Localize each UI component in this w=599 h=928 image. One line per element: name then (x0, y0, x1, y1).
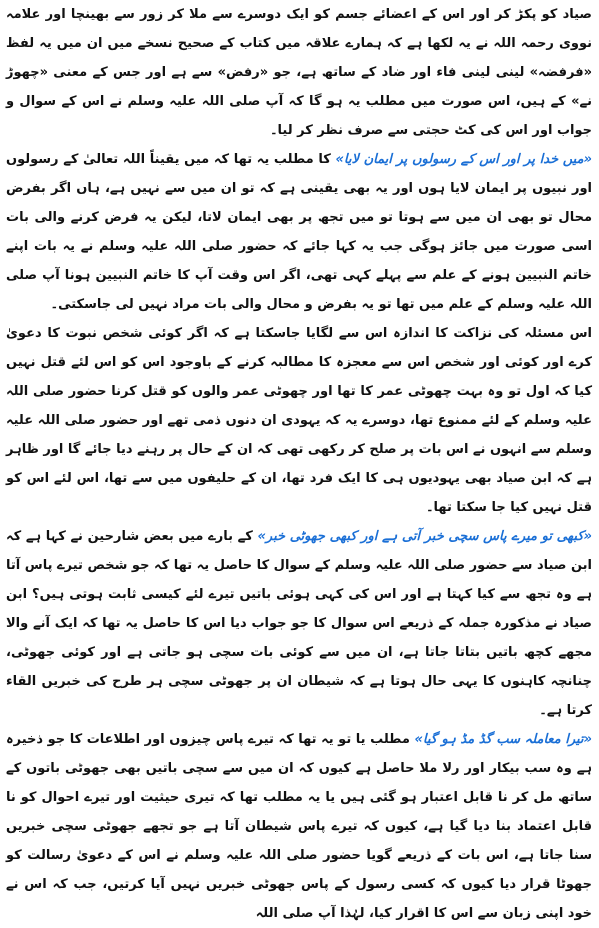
highlighted-phrase: «میں خدا پر اور اس کے رسولوں پر ایمان لایا» (335, 152, 592, 167)
paragraph-text: اس مسئلہ کی نزاکت کا اندازہ اس سے لگایا جاسکتا ہے کہ اگر کوئی شخص نبوت کا دعویٰ کرے اور کوئی اور شخص اس سے معجزہ کا مطالبہ کرنے کے باوجود اس کو اس لئے قتل نہیں کیا کہ اول تو وہ بہت چھوٹی عمر کا تھا اور چھوٹی عمر والوں کو قتل کرنا حضور صلی اللہ علیہ وسلم کے لئے ممنوع تھا، دوسرے یہ کہ یہودی ان دنوں ذمی تھے اور حضور صلی اللہ علیہ وسلم سے انہوں نے اس بات پر صلح کر رکھی تھی کہ ان کے حال پر رہنے دیا جائے گا اور ظاہر ہے کہ ابن صیاد بھی یہودیوں ہی کا ایک فرد تھا، ان کے حلیفوں میں سے تھا، اس لئے اس کو قتل نہیں کیا جا سکتا تھا۔ (6, 326, 592, 515)
paragraph-3 (6, 319, 592, 522)
highlighted-phrase: «کبھی تو میرے پاس سچی خبر آتی ہے اور کبھی جھوٹی خبر» (257, 529, 592, 544)
paragraph-text: کے بارے میں بعض شارحین نے کہا ہے کہ ابن صیاد سے حضور صلی اللہ علیہ وسلم کے سوال کا حاصل یہ تھا کہ جو شخص تیرے پاس آتا ہے وہ تجھ سے کیا کہتا ہے اور اس کی کہی ہوئی باتیں تیرے لئے کیسی ثابت ہوتی ہیں؟ ابن صیاد نے مذکورہ جملہ کے ذریعے اس سوال کا جو جواب دیا اس کا حاصل یہ تھا کہ ایک آنے والا مجھے کچھ باتیں بتاتا جاتا ہے، ان میں سے کوئی بات سچی ہو جاتی ہے اور کوئی جھوٹی، چنانچہ کاہنوں کا یہی حال ہوتا ہے کہ شیطان ان پر جھوٹی سچی ہر طرح کی خبریں القاء کرتا ہے۔ (6, 529, 592, 718)
highlighted-phrase: «تیرا معاملہ سب گڈ مڈ ہو گیا» (414, 732, 592, 747)
paragraph-text: مطلب یا تو یہ تھا کہ تیرے پاس چیزوں اور اطلاعات کا جو ذخیرہ ہے وہ سب بیکار اور رلا ملا حاصل ہے کیوں کہ ان میں سے سچی باتیں بھی جھوٹی باتوں کے ساتھ مل کر نا قابل اعتبار ہو گئی ہیں یا یہ مطلب تھا کہ تیری حیثیت اور تیرے احوال کو نا قابل اعتماد بنا دیا گیا ہے، کیوں کہ تیرے پاس شیطان آتا ہے جو تجھے جھوٹی سچی خبریں سنا جاتا ہے، اس بات کے ذریعے گویا حضور صلی اللہ علیہ وسلم نے اس کے دعویٰ رسالت کو جھوٹا قرار دیا کیوں کہ کسی رسول کے پاس جھوٹی خبریں نہیں آیا کرتیں، جب کہ اس نے خود اپنی زبان سے اس کا اقرار کیا، لہٰذا آپ صلی اللہ (6, 732, 592, 921)
document-page (6, 0, 592, 921)
paragraph-text: کا مطلب یہ تھا کہ میں یقیناً اللہ تعالیٰ کے رسولوں اور نبیوں پر ایمان لایا ہوں اور یہ بھی یقینی ہے کہ تو ان میں سے نہیں ہے، ہاں اگر بفرض محال تو بھی ان میں سے ہوتا تو میں تجھ پر بھی ایمان لاتا، لیکن یہ فرض کرنے والی بات اسی صورت میں جائز ہوگی جب یہ کہا جائے کہ حضور صلی اللہ علیہ وسلم نے یہ بات اپنے خاتم النبیین ہونے کے علم سے پہلے کہی تھی، اگر اس وقت آپ کا خاتم النبیین ہونا آپ صلی اللہ علیہ وسلم کے علم میں تھا تو یہ بفرض و محال والی بات مراد نہیں لی جاسکتی۔ (6, 152, 592, 312)
paragraph-4 (6, 522, 592, 725)
paragraph-5 (6, 725, 592, 928)
paragraph-2 (6, 145, 592, 319)
paragraph-text: صیاد کو پکڑ کر اور اس کے اعضائے جسم کو ایک دوسرے سے ملا کر زور سے بھینچا اور علامہ نووی رحمہ اللہ نے یہ لکھا ہے کہ ہمارے علاقہ میں کتاب کے صحیح نسخے میں ان میں یہ لفظ «فرفضہ» لینی لینی فاء اور ضاد کے ساتھ ہے، جو «رفض» سے ہے اور جس کے معنی «چھوڑ نے» کے ہیں، اس صورت میں مطلب یہ ہو گا کہ آپ صلی اللہ علیہ وسلم نے اس کے سوال و جواب اور اس کی کٹ حجتی سے صرف نظر کر لیا۔ (6, 7, 592, 138)
paragraph-1 (6, 0, 592, 145)
